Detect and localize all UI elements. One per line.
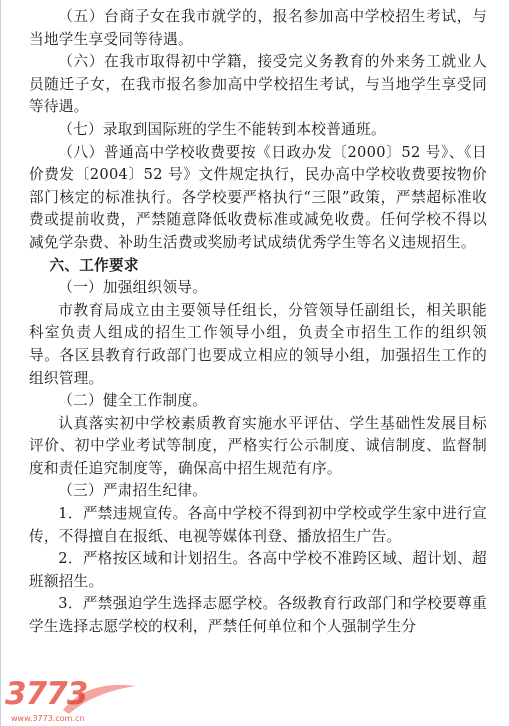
site-watermark: [5, 676, 155, 722]
watermark-number: 3773: [5, 676, 88, 712]
section-heading: 六、工作要求: [49, 256, 139, 274]
paragraph: （七）录取到国际班的学生不能转到本校普通班。: [58, 120, 386, 138]
paragraph: 3．严禁强迫学生选择志愿学校。各级教育行政部门和学校要尊重学生选择志愿学校的权利，严禁任何单位和个人强制学生分: [29, 595, 487, 636]
paragraph: 市教育局成立由主要领导任组长，分管领导任副组长，相关职能科室负责人组成的招生工作领导小组，负责全市招生工作的组织领导。各区县教育行政部门也要成立相应的领导小组，加强招生工作的组织管理。: [29, 301, 487, 387]
paragraph: 2．严格按区域和计划招生。各高中学校不准跨区域、超计划、超班额招生。: [29, 550, 487, 590]
document-body: [29, 6, 487, 639]
paragraph: （三）严肃招生纪律。: [58, 482, 208, 500]
paragraph: （六）在我市取得初中学籍，接受完义务教育的外来务工就业人员随迁子女，在我市报名参加高中学校招生考试，与当地学生享受同等待遇。: [29, 53, 487, 116]
paragraph: （二）健全工作制度。: [58, 392, 208, 410]
paragraph: （八）普通高中学校收费要按《日政办发〔2000〕52 号》、《日价费发〔2004〕52 号》文件规定执行，民办高中学校收费要按物价部门核定的标准执行。各学校要严格执行“三限”政策，严禁超标准收费或提前收费，严禁随意降低收费标准或减免收费。任何学校不得以减免学杂费、补助生活费或奖励考试成绩优秀学生等名义违规招生。: [29, 143, 487, 251]
paragraph: （五）台商子女在我市就学的，报名参加高中学校招生考试，与当地学生享受同等待遇。: [29, 8, 487, 48]
paragraph: 1．严禁违规宣传。各高中学校不得到初中学校或学生家中进行宣传，不得擅自在报纸、电视等媒体刊登、播放招生广告。: [29, 505, 487, 545]
paragraph: （一）加强组织领导。: [58, 279, 208, 297]
watermark-url: www.3773.com.cn: [11, 714, 85, 723]
paragraph: 认真落实初中学校素质教育实施水平评估、学生基础性发展目标评价、初中学业考试等制度，严格实行公示制度、诚信制度、监督制度和责任追究制度等，确保高中招生规范有序。: [29, 414, 487, 477]
